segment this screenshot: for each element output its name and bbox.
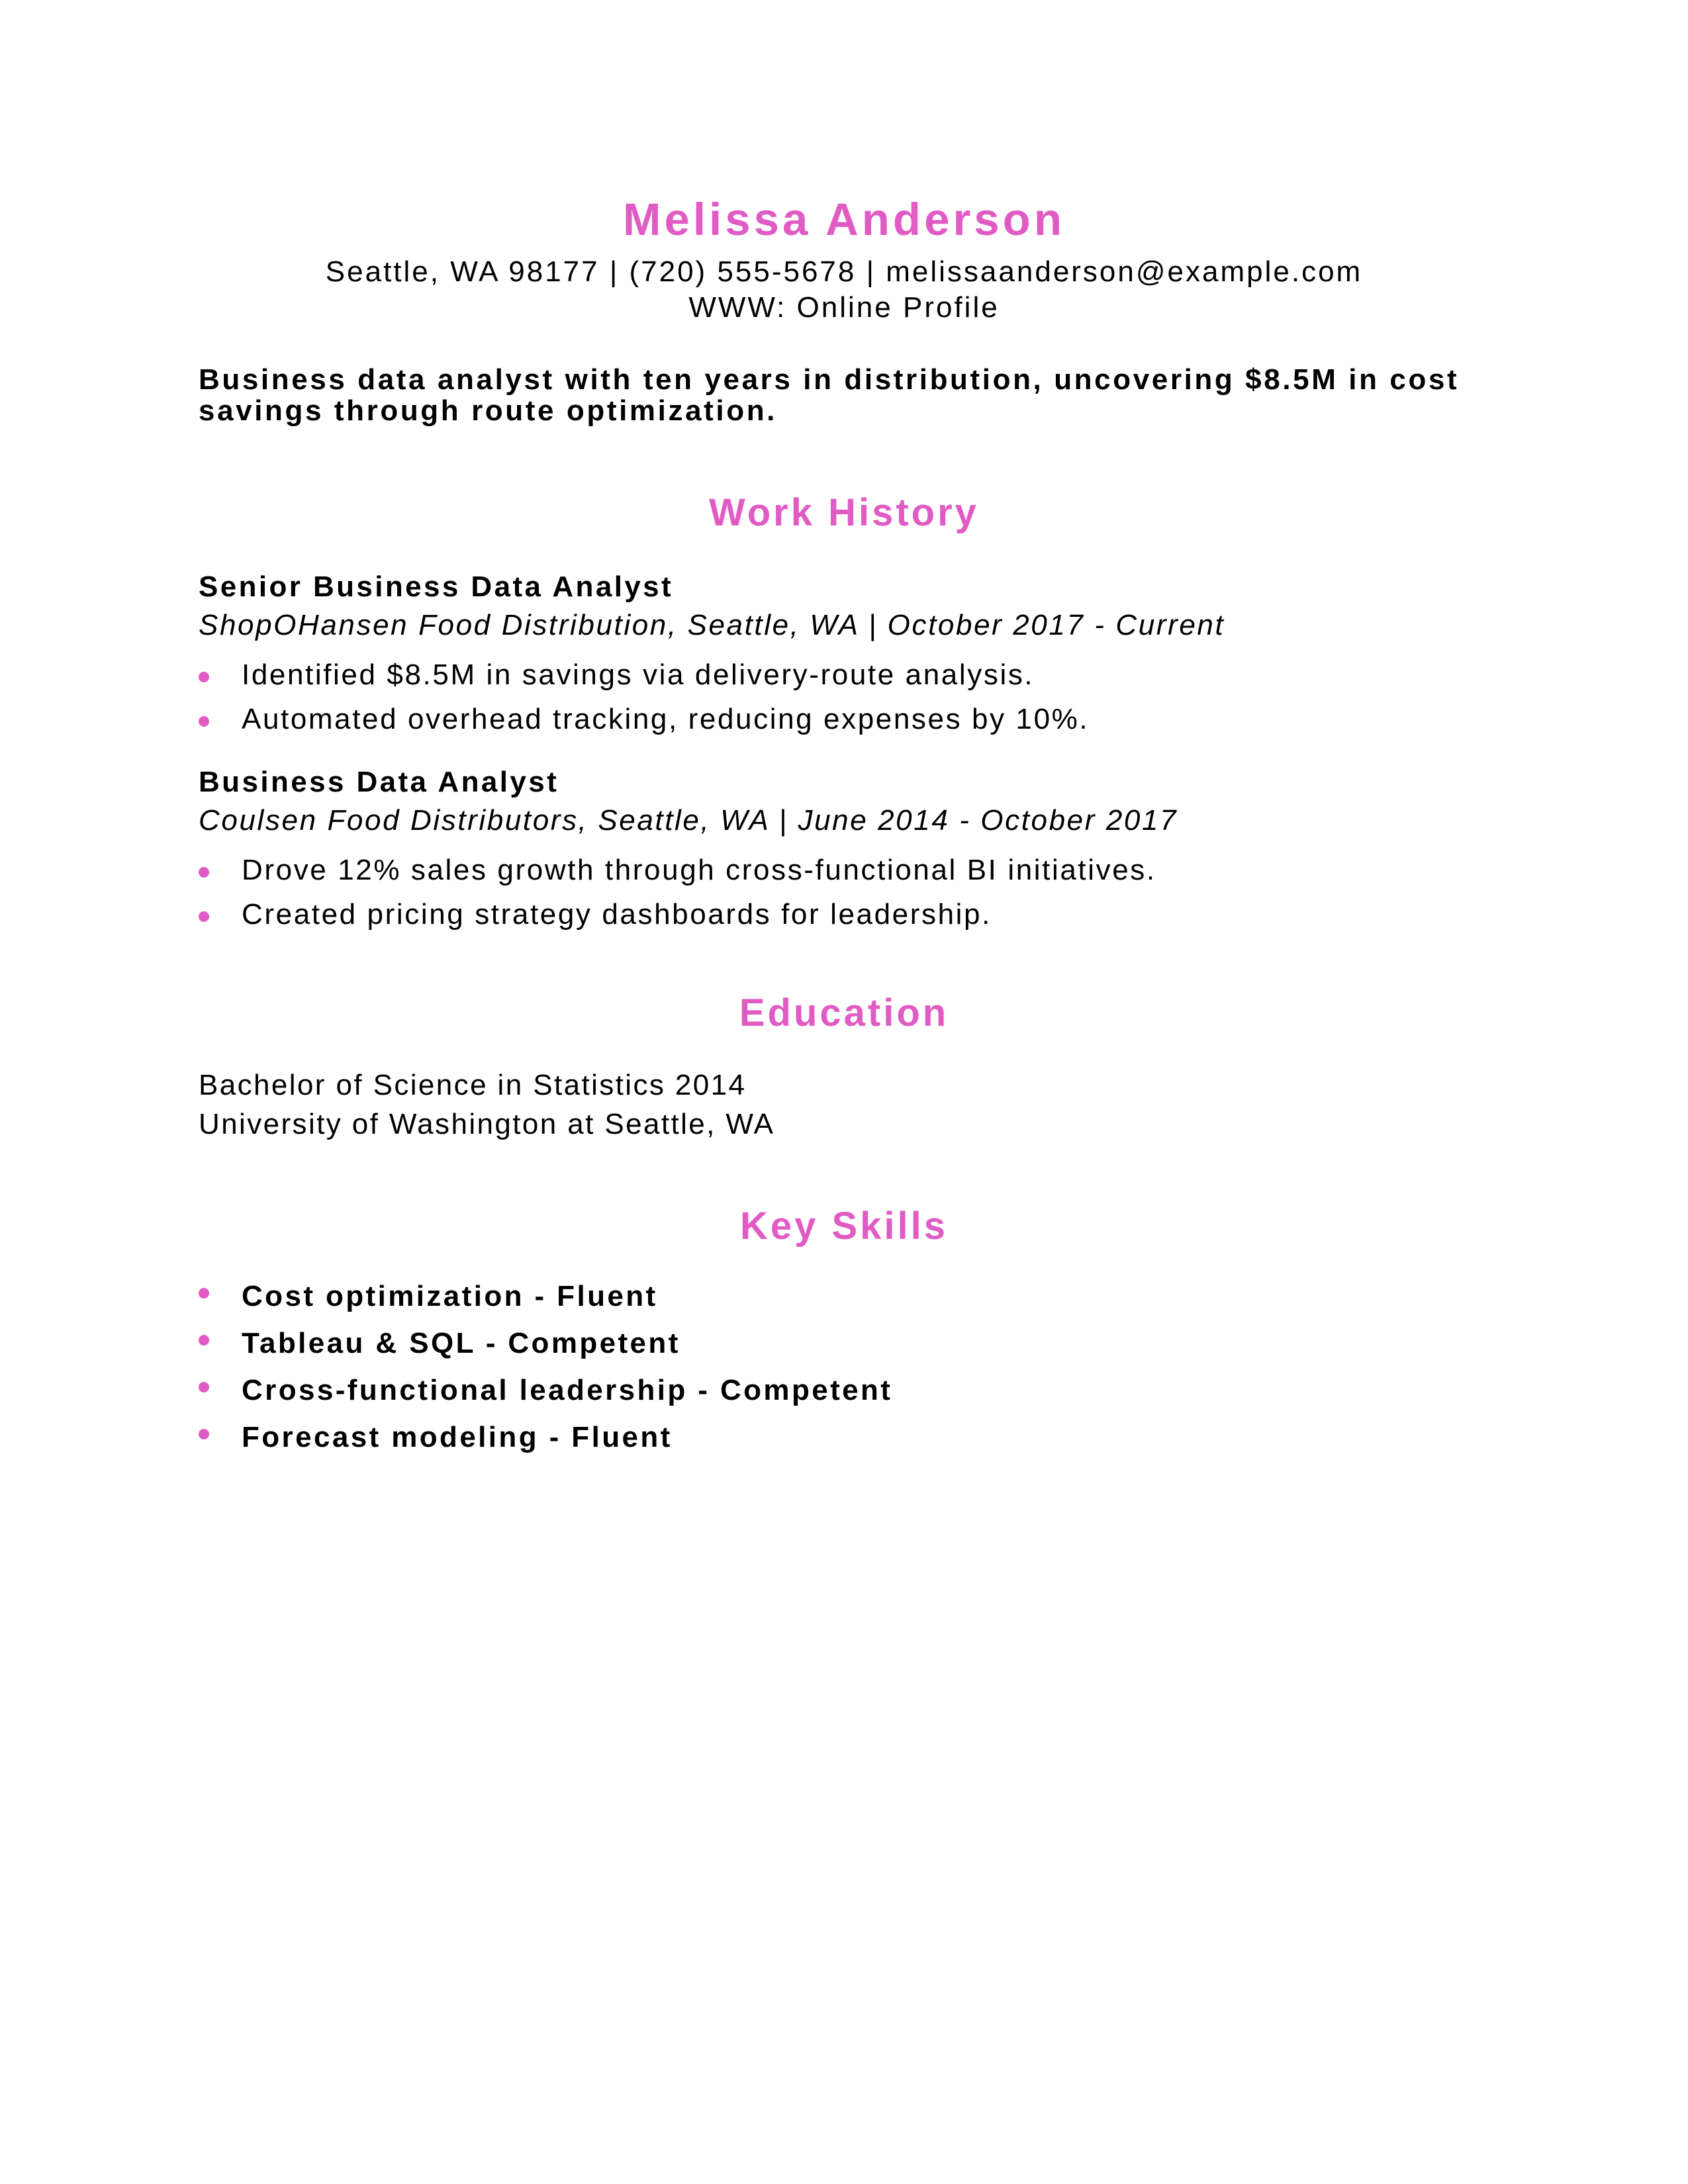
section-title-work-history: Work History bbox=[709, 491, 979, 534]
bullet-dot-icon bbox=[199, 672, 209, 682]
skill-text: Cross-functional leadership - Competent bbox=[242, 1374, 893, 1406]
contact-line: Seattle, WA 98177 | (720) 555-5678 | melissaanderson@example.com bbox=[325, 255, 1363, 288]
skill-text: Forecast modeling - Fluent bbox=[242, 1421, 673, 1453]
job-title: Business Data Analyst bbox=[199, 766, 559, 798]
candidate-name: Melissa Anderson bbox=[623, 194, 1065, 245]
bullet-dot-icon bbox=[199, 1335, 209, 1345]
section-title-education: Education bbox=[739, 991, 949, 1034]
job-employer-dates: ShopOHansen Food Distribution, Seattle, WA | October 2017 - Current bbox=[199, 609, 1225, 641]
bullet-dot-icon bbox=[199, 1288, 209, 1298]
education-school: University of Washington at Seattle, WA bbox=[199, 1108, 775, 1140]
web-profile-line: WWW: Online Profile bbox=[688, 291, 1000, 324]
education-degree: Bachelor of Science in Statistics 2014 bbox=[199, 1069, 747, 1101]
job-bullet-text: Automated overhead tracking, reducing expenses by 10%. bbox=[242, 703, 1090, 735]
job-bullet-text: Drove 12% sales growth through cross-functional BI initiatives. bbox=[242, 854, 1156, 886]
job-employer-dates: Coulsen Food Distributors, Seattle, WA | June 2014 - October 2017 bbox=[199, 804, 1178, 837]
skill-text: Tableau & SQL - Competent bbox=[242, 1327, 680, 1359]
skill-text: Cost optimization - Fluent bbox=[242, 1280, 658, 1312]
bullet-dot-icon bbox=[199, 1429, 209, 1439]
bullet-dot-icon bbox=[199, 716, 209, 727]
bullet-dot-icon bbox=[199, 911, 209, 922]
job-bullet-text: Created pricing strategy dashboards for leadership. bbox=[242, 898, 992, 931]
section-title-key-skills: Key Skills bbox=[739, 1205, 949, 1248]
bullet-dot-icon bbox=[199, 1382, 209, 1392]
job-bullet-text: Identified $8.5M in savings via delivery-route analysis. bbox=[242, 659, 1035, 691]
professional-summary: Business data analyst with ten years in distribution, uncovering $8.5M in cost savings through route optimization. bbox=[199, 363, 1460, 427]
bullet-dot-icon bbox=[199, 867, 209, 878]
job-title: Senior Business Data Analyst bbox=[199, 570, 674, 603]
